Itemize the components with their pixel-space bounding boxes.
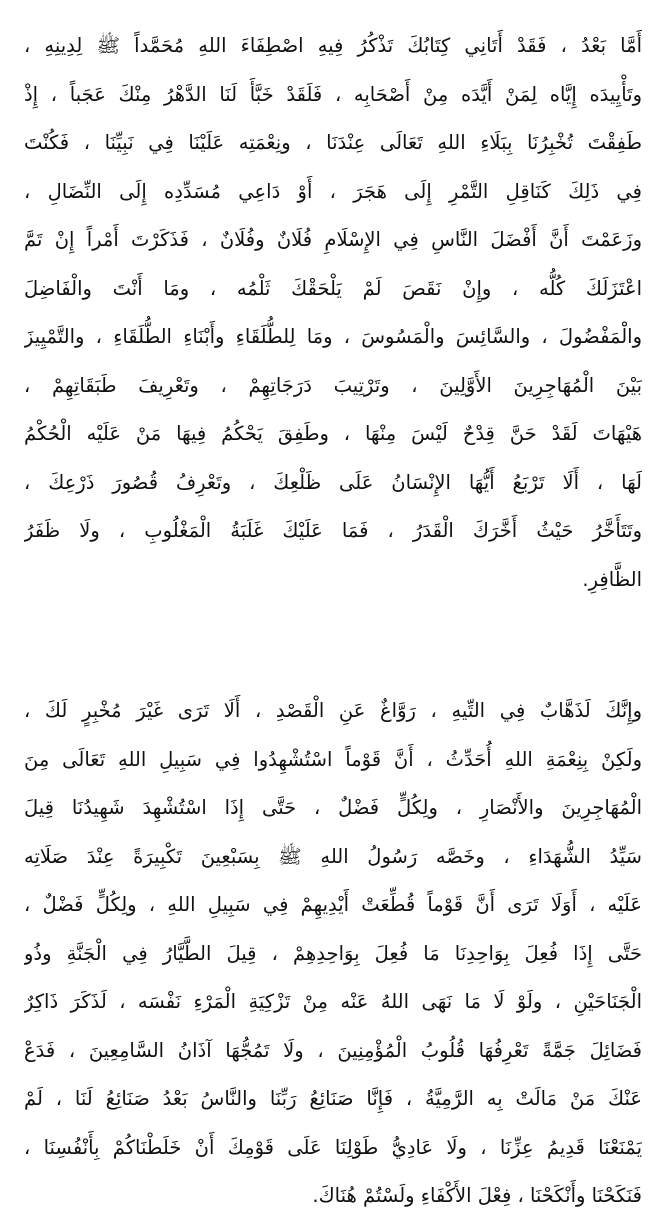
text-line: ولَكِنْ بِنِعْمَةِ اللهِ أُحَدِّثُ ، أَنَّ قَوْماً اسْتُشْهِدُوا فِي سَبِيلِ اللهِ تَعَالَى مِنَ [24, 747, 642, 771]
text-line: اعْتَزَلَكَ كُلُّه ، وإِنْ نَقَصَ لَمْ يَلْحَقْكَ ثَلْمُه ، ومَا أَنْتَ والْفَاضِلَ [24, 276, 642, 300]
text-line: طَفِقْتَ تُخْبِرُنَا بِبَلَاءِ اللهِ تَعَالَى عِنْدَنَا ، ونِعْمَتِه عَلَيْنَا فِي نَبِيِّنَا ، فَكُنْتَ [24, 131, 642, 154]
text-line: هَيْهَاتَ لَقَدْ حَنَّ قِدْحٌ لَيْسَ مِنْهَا ، وطَفِقَ يَحْكُمُ فِيهَا مَنْ عَلَيْه الْحُكْمُ [24, 422, 642, 445]
paragraph-gap [24, 604, 642, 687]
text-line: فَضَائِلَ جَمَّةً تَعْرِفُهَا قُلُوبُ الْمُؤْمِنِينَ ، ولَا تَمُجُّهَا آذَانُ السَّامِعِينَ ، فَدَعْ [24, 1038, 642, 1062]
text-line: لَهَا ، أَلَا تَرْبَعُ أَيُّهَا الإِنْسَانُ عَلَى ظَلْعِكَ ، وتَعْرِفُ قُصُورَ ذَرْعِكَ ، [24, 470, 642, 494]
text-line: فَنَكَحْنَا وأَنْكَحْنَا ، فِعْلَ الأَكْفَاءِ ولَسْتُمْ هُنَاكَ. [312, 1184, 642, 1207]
text-line: الْمُهَاجِرِينَ والأَنْصَارِ ، ولِكُلٍّ فَضْلٌ ، حَتَّى إِذَا اسْتُشْهِدَ شَهِيدُنَا قِيلَ [24, 796, 642, 819]
text-line: فِي ذَلِكَ كَنَاقِلِ التَّمْرِ إِلَى هَجَرَ ، أَوْ دَاعِي مُسَدِّدِه إِلَى النِّضَالِ ، [24, 179, 642, 203]
text-line: سَيِّدُ الشُّهَدَاءِ ، وخَصَّه رَسُولُ اللهِ ﷺ بِسَبْعِينَ تَكْبِيرَةً عِنْدَ صَلَاتِه [24, 844, 642, 868]
text-line: حَتَّى إِذَا فُعِلَ بِوَاحِدِنَا مَا فُعِلَ بِوَاحِدِهِمْ ، قِيلَ الطَّيَّارُ فِي الْجَنَّةِ وذُو [24, 941, 642, 965]
text-line: عَنْكَ مَنْ مَالَتْ بِه الرَّمِيَّةُ ، فَإِنَّا صَنَائِعُ رَبِّنَا والنَّاسُ بَعْدُ صَنَائِعُ لَنَا ، لَمْ [24, 1087, 642, 1110]
text-line: وتَأْيِيدَه إِيَّاه لِمَنْ أَيَّدَه مِنْ أَصْحَابِه ، فَلَقَدْ خَبَّأَ لَنَا الدَّهْرُ مِنْكَ عَجَباً ، إِذْ [24, 82, 642, 106]
text-line: الْجَنَاحَيْنِ ، ولَوْ لَا مَا نَهَى اللهُ عَنْه مِنْ تَزْكِيَةِ الْمَرْءِ نَفْسَه ، لَذَكَرَ ذَاكِرٌ [24, 990, 642, 1013]
text-line: وتَتَأَخَّرُ حَيْثُ أَخَّرَكَ الْقَدَرُ ، فَمَا عَلَيْكَ غَلَبَةُ الْمَغْلُوبِ ، ولَا ظَفَرُ [24, 519, 642, 542]
paragraph-1 [24, 22, 642, 604]
text-line: يَمْنَعْنَا قَدِيمُ عِزِّنَا ، ولَا عَادِيُّ طَوْلِنَا عَلَى قَوْمِكَ أَنْ خَلَطْنَاكُمْ بِأَنْفُسِنَا ، [24, 1135, 642, 1159]
paragraph-2 [24, 687, 642, 1221]
text-line: أَمَّا بَعْدُ ، فَقَدْ أَتَانِي كِتَابُكَ تَذْكُرُ فِيهِ اصْطِفَاءَ اللهِ مُحَمَّداً ﷺ لِدِينِهِ ، [24, 34, 642, 57]
text-line: عَلَيْه ، أَوَلَا تَرَى أَنَّ قَوْماً قُطِّعَتْ أَيْدِيهِمْ فِي سَبِيلِ اللهِ ، ولِكُلٍّ فَضْلٌ ، [24, 893, 642, 916]
text-line: وإِنَّكَ لَذَهَّابٌ فِي التِّيهِ ، رَوَّاغٌ عَنِ الْقَصْدِ ، أَلَا تَرَى غَيْرَ مُخْبِرٍ لَكَ ، [24, 699, 642, 722]
text-line: بَيْنَ الْمُهَاجِرِينَ الأَوَّلِينَ ، وتَرْتِيبَ دَرَجَاتِهِمْ ، وتَعْرِيفَ طَبَقَاتِهِمْ ، [24, 373, 642, 397]
text-line: والْمَفْضُولَ ، والسَّائِسَ والْمَسُوسَ ، ومَا لِلطُّلَقَاءِ وأَبْنَاءِ الطُّلَقَاءِ ، والتَّمْيِيزَ [24, 325, 642, 348]
text-line: وزَعَمْتَ أَنَّ أَفْضَلَ النَّاسِ فِي الإِسْلَامِ فُلَانٌ وفُلَانٌ ، فَذَكَرْتَ أَمْراً إِنْ تَمَّ [24, 228, 642, 251]
text-line: الظَّافِرِ. [582, 567, 642, 591]
